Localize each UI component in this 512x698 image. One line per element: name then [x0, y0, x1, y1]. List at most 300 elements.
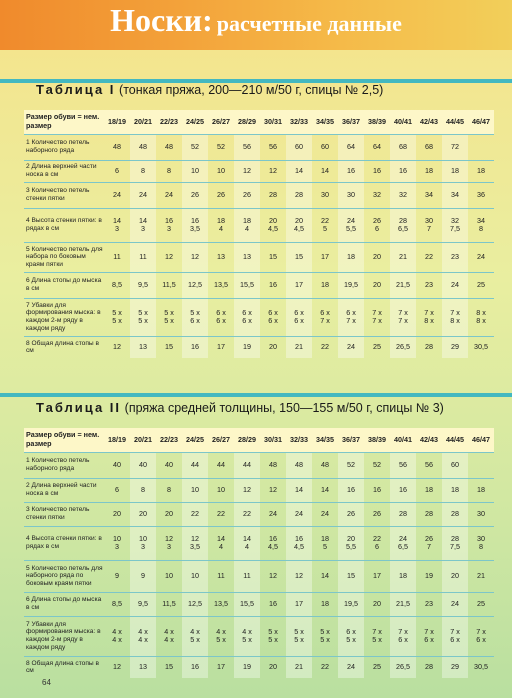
- table-cell: 7 x 8 x: [416, 298, 442, 336]
- size-header-cell: 38/39: [364, 428, 390, 452]
- table-cell: 26: [338, 502, 364, 526]
- table-cell: 12,5: [182, 592, 208, 616]
- table-cell: 48: [260, 452, 286, 478]
- table-cell: 36: [468, 182, 494, 208]
- size-header-label: Размер обуви = нем. размер: [24, 428, 104, 452]
- table-cell: 12: [260, 160, 286, 182]
- table-cell: 15: [156, 656, 182, 678]
- table-cell: 14: [312, 560, 338, 592]
- table-cell: 32 7,5: [442, 208, 468, 242]
- size-header-cell: 22/23: [156, 428, 182, 452]
- table-cell: 11: [130, 242, 156, 272]
- table-cell: 60: [442, 452, 468, 478]
- size-header-cell: 28/29: [234, 428, 260, 452]
- table-cell: 9,5: [130, 592, 156, 616]
- table-cell: 10: [182, 160, 208, 182]
- table-cell: 26,5: [390, 656, 416, 678]
- table-row: [24, 560, 494, 592]
- table-cell: 8: [130, 478, 156, 502]
- row-label: 6 Длина стопы до мыска в см: [24, 272, 104, 298]
- table-cell: 22: [312, 336, 338, 358]
- table-cell: 29: [442, 336, 468, 358]
- size-header-cell: 40/41: [390, 110, 416, 134]
- size-header-cell: 38/39: [364, 110, 390, 134]
- table-cell: 20 4,5: [260, 208, 286, 242]
- size-header-cell: 44/45: [442, 428, 468, 452]
- table-cell: 16: [390, 478, 416, 502]
- table-cell: 11: [234, 560, 260, 592]
- table-cell: 7 x 6 x: [416, 616, 442, 656]
- table-cell: 18: [416, 160, 442, 182]
- table-cell: 20: [364, 272, 390, 298]
- table-cell: 16: [260, 592, 286, 616]
- table-row: [24, 242, 494, 272]
- page-title: [0, 2, 512, 39]
- table-row: [24, 656, 494, 678]
- table2-heading: [36, 400, 444, 415]
- table-cell: 24: [468, 242, 494, 272]
- table-cell: 6: [104, 478, 130, 502]
- table-cell: [468, 452, 494, 478]
- table-cell: 4 x 4 x: [104, 616, 130, 656]
- page-title-main: Носки:: [110, 2, 213, 38]
- table-cell: 20 5,5: [338, 526, 364, 560]
- table-cell: 16: [260, 272, 286, 298]
- table-row: [24, 182, 494, 208]
- table-cell: 68: [416, 134, 442, 160]
- table-cell: 16: [338, 478, 364, 502]
- header-row: [24, 110, 494, 134]
- table-cell: 26 7: [416, 526, 442, 560]
- table-cell: 22: [416, 242, 442, 272]
- table-cell: 18: [312, 272, 338, 298]
- table-cell: 20: [364, 592, 390, 616]
- table-cell: 16: [364, 478, 390, 502]
- table-cell: 15: [286, 242, 312, 272]
- table-cell: 25: [364, 656, 390, 678]
- table-cell: 5 x 5 x: [286, 616, 312, 656]
- table-cell: 16: [338, 160, 364, 182]
- size-header-cell: 32/33: [286, 428, 312, 452]
- table-cell: 25: [468, 592, 494, 616]
- table-cell: 15: [338, 560, 364, 592]
- table-row: [24, 592, 494, 616]
- table-cell: 11,5: [156, 272, 182, 298]
- table-cell: 11: [208, 560, 234, 592]
- table-cell: 21: [390, 242, 416, 272]
- table-cell: 13,5: [208, 592, 234, 616]
- size-header-cell: 36/37: [338, 428, 364, 452]
- table-cell: 24: [338, 656, 364, 678]
- table-cell: 16 4,5: [286, 526, 312, 560]
- table-cell: 18: [468, 478, 494, 502]
- table1-heading: [36, 82, 383, 97]
- row-label: 7 Убавки для формирования мыска: в каждом 2-м ряду в каждом ряду: [24, 298, 104, 336]
- table-cell: 11: [104, 242, 130, 272]
- table-cell: 6 x 6 x: [260, 298, 286, 336]
- table-cell: 4 x 5 x: [182, 616, 208, 656]
- table-cell: 5 x 5 x: [260, 616, 286, 656]
- size-header-cell: 30/31: [260, 110, 286, 134]
- table-cell: 21: [468, 560, 494, 592]
- size-header-cell: 46/47: [468, 110, 494, 134]
- table-cell: 30,5: [468, 656, 494, 678]
- table-cell: 24: [260, 502, 286, 526]
- table-cell: 8: [156, 160, 182, 182]
- table-cell: 21,5: [390, 592, 416, 616]
- table-cell: 23: [416, 272, 442, 298]
- table-cell: 16: [364, 160, 390, 182]
- table-cell: 20: [260, 656, 286, 678]
- table-cell: 22 5: [312, 208, 338, 242]
- table-cell: 26: [182, 182, 208, 208]
- table-cell: 14: [312, 478, 338, 502]
- size-header-cell: 24/25: [182, 428, 208, 452]
- table-cell: 22: [234, 502, 260, 526]
- table-cell: 18: [390, 560, 416, 592]
- table-cell: 18: [442, 478, 468, 502]
- table-cell: 4 x 4 x: [156, 616, 182, 656]
- table-cell: 16: [182, 336, 208, 358]
- table-cell: 5 x 5 x: [104, 298, 130, 336]
- header-row: [24, 428, 494, 452]
- table-cell: 30 7: [416, 208, 442, 242]
- table-cell: 52: [182, 134, 208, 160]
- table-cell: 5 x 6 x: [182, 298, 208, 336]
- table-cell: 34: [416, 182, 442, 208]
- table-cell: 24: [156, 182, 182, 208]
- table-cell: 17: [364, 560, 390, 592]
- table-cell: 28: [416, 336, 442, 358]
- table-cell: [468, 134, 494, 160]
- table-cell: 13: [234, 242, 260, 272]
- table-cell: 7 x 6 x: [468, 616, 494, 656]
- table-cell: 68: [390, 134, 416, 160]
- table-cell: 12 3,5: [182, 526, 208, 560]
- table-cell: 60: [286, 134, 312, 160]
- table-cell: 12: [234, 160, 260, 182]
- table-cell: 15,5: [234, 592, 260, 616]
- table-cell: 13: [130, 336, 156, 358]
- table-cell: 7 x 7 x: [390, 298, 416, 336]
- table-cell: 14 3: [130, 208, 156, 242]
- table-cell: 30: [312, 182, 338, 208]
- table-cell: 15: [260, 242, 286, 272]
- table-cell: 12: [104, 336, 130, 358]
- table-cell: 24: [442, 272, 468, 298]
- table-cell: 60: [312, 134, 338, 160]
- table-row: [24, 336, 494, 358]
- table-cell: 4 x 5 x: [234, 616, 260, 656]
- table-cell: 12: [260, 478, 286, 502]
- table2: [24, 428, 494, 678]
- table-cell: 17: [208, 656, 234, 678]
- table-cell: 28: [416, 502, 442, 526]
- table-cell: 8: [156, 478, 182, 502]
- table-cell: 9: [104, 560, 130, 592]
- size-header-cell: 20/21: [130, 428, 156, 452]
- table-cell: 7 x 7 x: [364, 298, 390, 336]
- row-label: 4 Высота стенки пятки: в рядах в см: [24, 526, 104, 560]
- size-header-cell: 20/21: [130, 110, 156, 134]
- table-cell: 16: [390, 160, 416, 182]
- table-cell: 24: [104, 182, 130, 208]
- table-cell: 44: [234, 452, 260, 478]
- table-cell: 16 4,5: [260, 526, 286, 560]
- table-cell: 21: [286, 336, 312, 358]
- row-label: 1 Количество петель наборного ряда: [24, 452, 104, 478]
- table-cell: 12: [234, 478, 260, 502]
- table-cell: 18 4: [234, 208, 260, 242]
- table-cell: 5 x 5 x: [130, 298, 156, 336]
- table1-subtitle: (тонкая пряжа, 200—210 м/50 г, спицы № 2,5): [119, 83, 384, 97]
- table-cell: 7 x 8 x: [442, 298, 468, 336]
- table-cell: 24 6,5: [390, 526, 416, 560]
- table-cell: 18: [442, 160, 468, 182]
- size-header-cell: 42/43: [416, 428, 442, 452]
- row-label: 8 Общая длина стопы в см: [24, 336, 104, 358]
- table-cell: 32: [364, 182, 390, 208]
- table-cell: 25: [364, 336, 390, 358]
- table-cell: 12 3: [156, 526, 182, 560]
- table1-label: Таблица I: [36, 82, 116, 97]
- table-cell: 14 4: [234, 526, 260, 560]
- table-cell: 18 4: [208, 208, 234, 242]
- size-header-label: Размер обуви = нем. размер: [24, 110, 104, 134]
- table-cell: 14 3: [104, 208, 130, 242]
- table-cell: 18: [312, 592, 338, 616]
- table-row: [24, 452, 494, 478]
- table-cell: 5 x 5 x: [156, 298, 182, 336]
- table-cell: 24: [286, 502, 312, 526]
- size-header-cell: 36/37: [338, 110, 364, 134]
- table-cell: 8,5: [104, 592, 130, 616]
- table-cell: 16: [182, 656, 208, 678]
- table-cell: 5 x 5 x: [312, 616, 338, 656]
- table-cell: 6 x 6 x: [286, 298, 312, 336]
- table-row: [24, 134, 494, 160]
- table-cell: 30: [338, 182, 364, 208]
- table-cell: 12: [286, 560, 312, 592]
- table-row: [24, 478, 494, 502]
- table-cell: 10: [182, 560, 208, 592]
- table-cell: 6: [104, 160, 130, 182]
- table-cell: 44: [208, 452, 234, 478]
- table-cell: 8 x 8 x: [468, 298, 494, 336]
- table-cell: 28 7,5: [442, 526, 468, 560]
- table-cell: 20: [130, 502, 156, 526]
- table-row: [24, 502, 494, 526]
- page-title-rest: расчетные данные: [216, 11, 402, 36]
- table-cell: 17: [286, 592, 312, 616]
- table-cell: 29: [442, 656, 468, 678]
- table-cell: 12: [156, 242, 182, 272]
- table-cell: 14: [312, 160, 338, 182]
- row-label: 2 Длина верхней части носка в см: [24, 478, 104, 502]
- table-row: [24, 160, 494, 182]
- table-cell: 19: [234, 336, 260, 358]
- row-label: 5 Количество петель для набора по боковым краям пятки: [24, 242, 104, 272]
- table-cell: 12,5: [182, 272, 208, 298]
- table2-label: Таблица II: [36, 400, 122, 415]
- table-cell: 7 x 6 x: [390, 616, 416, 656]
- table-cell: 13: [208, 242, 234, 272]
- size-header-cell: 22/23: [156, 110, 182, 134]
- table-cell: 72: [442, 134, 468, 160]
- table-row: [24, 616, 494, 656]
- table-cell: 30,5: [468, 336, 494, 358]
- table-cell: 34 8: [468, 208, 494, 242]
- row-label: 4 Высота стенки пятки: в рядах в см: [24, 208, 104, 242]
- table-cell: 20: [364, 242, 390, 272]
- table-cell: 7 x 5 x: [364, 616, 390, 656]
- table-cell: 48: [130, 134, 156, 160]
- table-cell: 21: [286, 656, 312, 678]
- table-cell: 48: [156, 134, 182, 160]
- table-cell: 15: [156, 336, 182, 358]
- table-cell: 40: [104, 452, 130, 478]
- table-cell: 64: [338, 134, 364, 160]
- table-cell: 22: [312, 656, 338, 678]
- table-cell: 40: [130, 452, 156, 478]
- table-cell: 12: [260, 560, 286, 592]
- table-cell: 10 3: [130, 526, 156, 560]
- table-cell: 26: [364, 502, 390, 526]
- table-cell: 14: [286, 160, 312, 182]
- row-label: 1 Количество петель наборного ряда: [24, 134, 104, 160]
- table-cell: 6 x 6 x: [234, 298, 260, 336]
- table-cell: 26 6: [364, 208, 390, 242]
- table-cell: 15,5: [234, 272, 260, 298]
- row-label: 3 Количество петель стенки пятки: [24, 182, 104, 208]
- table-cell: 20: [104, 502, 130, 526]
- table-cell: 11,5: [156, 592, 182, 616]
- size-header-cell: 40/41: [390, 428, 416, 452]
- table-cell: 19,5: [338, 272, 364, 298]
- size-header-cell: 46/47: [468, 428, 494, 452]
- row-label: 6 Длина стопы до мыска в см: [24, 592, 104, 616]
- table-row: [24, 526, 494, 560]
- table-cell: 56: [390, 452, 416, 478]
- table-cell: 18: [416, 478, 442, 502]
- table-cell: 19,5: [338, 592, 364, 616]
- table-cell: 10: [208, 478, 234, 502]
- table-cell: 20: [442, 560, 468, 592]
- table-cell: 56: [234, 134, 260, 160]
- table-cell: 44: [182, 452, 208, 478]
- table-cell: 8: [130, 160, 156, 182]
- table-cell: 10: [156, 560, 182, 592]
- table-cell: 26,5: [390, 336, 416, 358]
- table-cell: 4 x 4 x: [130, 616, 156, 656]
- table-cell: 20 4,5: [286, 208, 312, 242]
- table-cell: 64: [364, 134, 390, 160]
- table-cell: 52: [208, 134, 234, 160]
- table-cell: 30 8: [468, 526, 494, 560]
- table-cell: 18: [338, 242, 364, 272]
- size-header-cell: 32/33: [286, 110, 312, 134]
- table2-top-rule: [0, 393, 512, 397]
- table-cell: 23: [416, 592, 442, 616]
- table-row: [24, 272, 494, 298]
- table-cell: 28: [390, 502, 416, 526]
- table-cell: 56: [260, 134, 286, 160]
- table-cell: 14 4: [208, 526, 234, 560]
- table-cell: 24: [130, 182, 156, 208]
- size-header-cell: 18/19: [104, 428, 130, 452]
- table-cell: 4 x 5 x: [208, 616, 234, 656]
- table-cell: 21,5: [390, 272, 416, 298]
- table-cell: 9,5: [130, 272, 156, 298]
- table-cell: 17: [286, 272, 312, 298]
- table-cell: 19: [416, 560, 442, 592]
- table-cell: 12: [104, 656, 130, 678]
- table-cell: 24: [338, 336, 364, 358]
- table-cell: 22 6: [364, 526, 390, 560]
- size-header-cell: 44/45: [442, 110, 468, 134]
- table-cell: 14: [286, 478, 312, 502]
- table-cell: 52: [338, 452, 364, 478]
- row-label: 2 Длина верхней части носка в см: [24, 160, 104, 182]
- table-cell: 28: [286, 182, 312, 208]
- table-cell: 24: [312, 502, 338, 526]
- table-cell: 24: [442, 592, 468, 616]
- table-cell: 13: [130, 656, 156, 678]
- table-cell: 18 5: [312, 526, 338, 560]
- table-cell: 13,5: [208, 272, 234, 298]
- size-header-cell: 24/25: [182, 110, 208, 134]
- table-cell: 48: [286, 452, 312, 478]
- table-cell: 26: [234, 182, 260, 208]
- size-header-cell: 28/29: [234, 110, 260, 134]
- table-cell: 10 3: [104, 526, 130, 560]
- table-cell: 30: [468, 502, 494, 526]
- size-header-cell: 42/43: [416, 110, 442, 134]
- table-cell: 18: [468, 160, 494, 182]
- row-label: 3 Количество петель стенки пятки: [24, 502, 104, 526]
- table-cell: 22: [182, 502, 208, 526]
- table-cell: 23: [442, 242, 468, 272]
- table-cell: 20: [156, 502, 182, 526]
- size-header-cell: 34/35: [312, 428, 338, 452]
- table-cell: 34: [442, 182, 468, 208]
- page-number: 64: [42, 678, 51, 687]
- size-header-cell: 30/31: [260, 428, 286, 452]
- table-cell: 17: [312, 242, 338, 272]
- row-label: 7 Убавки для формирования мыска: в каждом 2-м ряду в каждом ряду: [24, 616, 104, 656]
- table-cell: 8,5: [104, 272, 130, 298]
- table2-subtitle: (пряжа средней толщины, 150—155 м/50 г, спицы № 3): [124, 401, 444, 415]
- table-cell: 9: [130, 560, 156, 592]
- table-row: [24, 208, 494, 242]
- table-cell: 6 x 6 x: [208, 298, 234, 336]
- table-cell: 7 x 6 x: [442, 616, 468, 656]
- table-cell: 16 3: [156, 208, 182, 242]
- table-cell: 32: [390, 182, 416, 208]
- table-cell: 48: [312, 452, 338, 478]
- table-cell: 25: [468, 272, 494, 298]
- table-cell: 10: [182, 478, 208, 502]
- table-cell: 19: [234, 656, 260, 678]
- table-cell: 6 x 5 x: [338, 616, 364, 656]
- table-cell: 17: [208, 336, 234, 358]
- table-cell: 28: [416, 656, 442, 678]
- table-cell: 16 3,5: [182, 208, 208, 242]
- table-cell: 6 x 7 x: [312, 298, 338, 336]
- size-header-cell: 26/27: [208, 110, 234, 134]
- table-cell: 40: [156, 452, 182, 478]
- table-cell: 20: [260, 336, 286, 358]
